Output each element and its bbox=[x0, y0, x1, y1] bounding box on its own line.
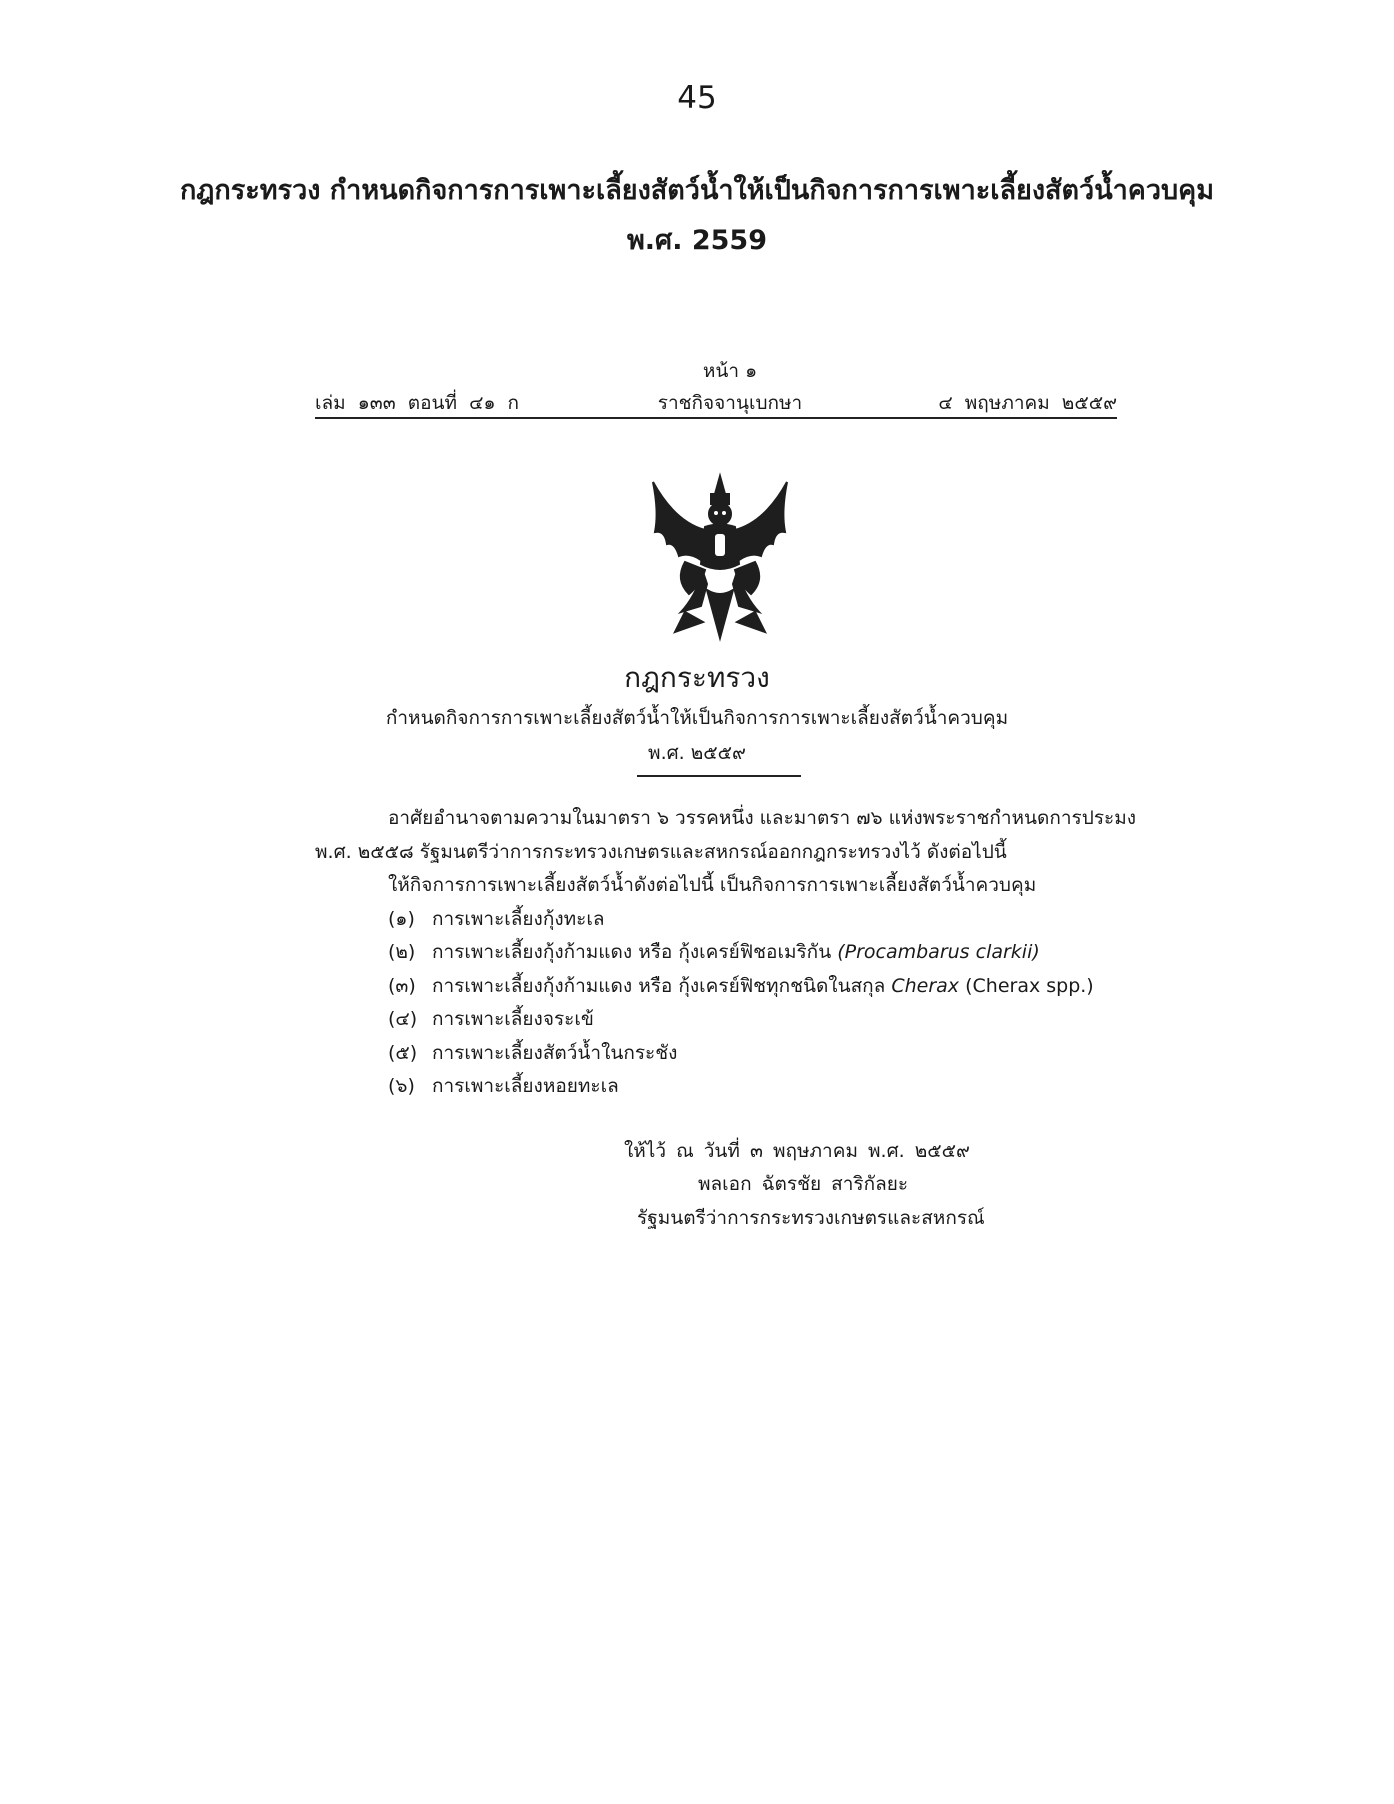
gazette-rule bbox=[315, 417, 1117, 419]
gazette-name: ราชกิจจานุเบกษา bbox=[657, 392, 803, 414]
list-item-text-suffix: (Cherax spp.) bbox=[959, 975, 1094, 997]
list-item-number: (๒) bbox=[388, 941, 416, 963]
garuda-emblem-icon bbox=[645, 472, 795, 642]
document-title-year: พ.ศ. 2559 bbox=[627, 225, 767, 256]
signature-position: รัฐมนตรีว่าการกระทรวงเกษตรและสหกรณ์ bbox=[637, 1207, 985, 1229]
list-item bbox=[388, 1038, 677, 1068]
list-item-text: การเพาะเลี้ยงกุ้งก้ามแดง หรือ กุ้งเครย์ฟิชอเมริกัน bbox=[432, 941, 838, 963]
decree-heading: กฎกระทรวง bbox=[624, 661, 770, 694]
list-item bbox=[388, 971, 1094, 1001]
list-item-text: การเพาะเลี้ยงจระเข้ bbox=[432, 1008, 594, 1030]
list-item bbox=[388, 904, 604, 934]
scientific-name: (Procambarus clarkii) bbox=[837, 941, 1040, 963]
body-paragraph-line: พ.ศ. ๒๕๕๘ รัฐมนตรีว่าการกระทรวงเกษตรและสหกรณ์ออกกฎกระทรวงไว้ ดังต่อไปนี้ bbox=[315, 841, 1007, 863]
gazette-volume: เล่ม ๑๓๓ ตอนที่ ๔๑ ก bbox=[315, 392, 520, 414]
list-item-number: (๖) bbox=[388, 1075, 415, 1097]
list-item-text: การเพาะเลี้ยงหอยทะเล bbox=[432, 1075, 619, 1097]
list-item-text: การเพาะเลี้ยงกุ้งทะเล bbox=[432, 908, 605, 930]
list-item-text: การเพาะเลี้ยงสัตว์น้ำในกระชัง bbox=[432, 1042, 678, 1064]
list-item bbox=[388, 1004, 594, 1034]
decree-year: พ.ศ. ๒๕๕๙ bbox=[648, 742, 746, 764]
signature-given-date: ให้ไว้ ณ วันที่ ๓ พฤษภาคม พ.ศ. ๒๕๕๙ bbox=[624, 1140, 970, 1162]
decree-subject: กำหนดกิจการการเพาะเลี้ยงสัตว์น้ำให้เป็นกิจการการเพาะเลี้ยงสัตว์น้ำควบคุม bbox=[385, 707, 1009, 729]
list-item-number: (๕) bbox=[388, 1042, 418, 1064]
list-item bbox=[388, 937, 1040, 967]
page-number: 45 bbox=[677, 80, 717, 116]
list-item-number: (๔) bbox=[388, 1008, 418, 1030]
scientific-name: Cherax bbox=[891, 975, 960, 997]
signature-name: พลเอก ฉัตรชัย สาริกัลยะ bbox=[698, 1173, 909, 1195]
list-item-number: (๑) bbox=[388, 908, 415, 930]
list-item bbox=[388, 1071, 619, 1101]
list-item-number: (๓) bbox=[388, 975, 416, 997]
gazette-date: ๔ พฤษภาคม ๒๕๕๙ bbox=[938, 392, 1117, 414]
gazette-page: หน้า ๑ bbox=[702, 360, 758, 382]
decree-rule bbox=[637, 775, 801, 777]
list-item-text: การเพาะเลี้ยงกุ้งก้ามแดง หรือ กุ้งเครย์ฟิชทุกชนิดในสกุล bbox=[432, 975, 892, 997]
body-paragraph-line: อาศัยอำนาจตามความในมาตรา ๖ วรรคหนึ่ง และมาตรา ๗๖ แห่งพระราชกำหนดการประมง bbox=[388, 807, 1137, 829]
body-paragraph-line: ให้กิจการการเพาะเลี้ยงสัตว์น้ำดังต่อไปนี้ เป็นกิจการการเพาะเลี้ยงสัตว์น้ำควบคุม bbox=[388, 874, 1037, 896]
document-title: กฎกระทรวง กำหนดกิจการการเพาะเลี้ยงสัตว์น้ำให้เป็นกิจการการเพาะเลี้ยงสัตว์น้ำควบคุม bbox=[179, 175, 1215, 206]
